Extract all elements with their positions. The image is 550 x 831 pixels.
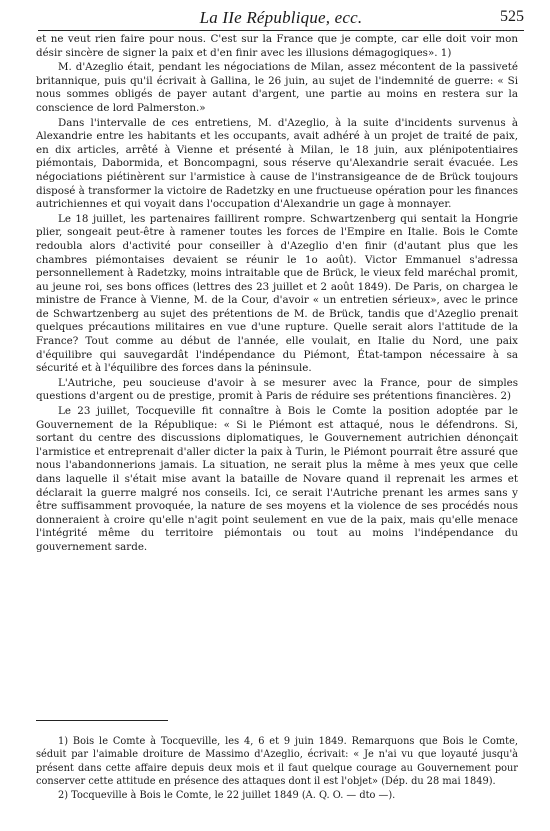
footnotes [36,735,518,802]
paragraph: Le 23 juillet, Tocqueville fit connaître à Bois le Comte la position adoptée par le Gouvernement de la République: « Si le Piémont est attaqué, nous le défendrons. Si, sortant du centre des discussions diplomatiques, le Gouvernement autrichien dénonçait l'armistice et entreprenait d'aller dicter la paix à Turin, le Piémont pourrait être assuré que nous l'abandonnerions jamais. La situation, ne serait plus la même à mes yeux que celle dans laquelle il s'était mise avant la bataille de Novare quand il reprenait les armes et déclarait la guerre malgré nos conseils. Ici, ce serait l'Autriche prenant les armes sans y être suffisamment provoquée, la nature de ses moyens et la violence de ses procédés nous donneraient à croire qu'elle n'agit point seulement en vue de la paix, mais qu'elle menace l'intégrité même du territoire piémontais ou tout au moins l'indépendance du gouvernement sarde. [36,405,518,553]
paragraph: L'Autriche, peu soucieuse d'avoir à se mesurer avec la France, pour de simples questions d'argent ou de prestige, promit à Paris de réduire ses prétentions financières. 2) [36,376,518,403]
footnote: 1) Bois le Comte à Tocqueville, les 4, 6 et 9 juin 1849. Remarquons que Bois le Comte, séduit par l'aimable droiture de Massimo d'Azeglio, écrivait: « Je n'ai vu que loyauté jusqu'à présent dans cette affaire depuis deux mois et il faut quelque courage au Gouvernement pour conserver cette attitude en présence des attaques dont il est l'objet» (Dép. du 28 mai 1849). [36,736,518,788]
header-rule [38,30,524,31]
page-number: 525 [500,8,524,25]
paragraph: M. d'Azeglio était, pendant les négociations de Milan, assez mécontent de la passiveté britannique, puis qu'il écrivait à Gallina, le 26 juin, au sujet de l'indemnité de guerre: « Si nous sommes obligés de payer autant d'argent, une partie au moins en restera sur la conscience de lord Palmerston.» [36,61,518,114]
paragraph: Dans l'intervalle de ces entretiens, M. d'Azeglio, à la suite d'incidents survenus à Alexandrie entre les habitants et les occupants, avait adhéré à un projet de traité de paix, en dix articles, arrêté à Vienne et présenté à Milan, le 18 juin, aux plénipotentiaires piémontais, Dabormida, et Boncompagni, sous réserve qu'Alexandrie serait évacuée. Les négociations piétinèrent sur l'armistice à cause de l'instransigeance de de Brück toujours disposé à transformer la victoire de Radetzky en une fructueuse opération pour les finances autrichiennes et qui voyait dans l'occupation d'Alexandrie un gage à monnayer. [36,116,518,211]
paragraph: Le 18 juillet, les partenaires faillirent rompre. Schwartzenberg qui sentait la Hongrie plier, songeait peut-être à ramener toutes les forces de l'Empire en Italie. Bois le Comte redoubla alors d'activité pour conseiller à d'Azeglio d'en finir (d'autant plus que les chambres piémontaises devaient se réunir le 1o août). Victor Emmanuel s'adressa personnellement à Radetzky, moins intraitable que de Brück, le vieux feld maréchal promit, au jeune roi, ses bons offices (lettres des 23 juillet et 2 août 1849). De Paris, on chargea le ministre de France à Vienne, M. de la Cour, d'avoir « un entretien sérieux», avec le prince de Schwartzenberg au sujet des prétentions de M. de Brück, tandis que d'Azeglio prenait quelques précautions militaires en vue d'une rupture. Quelle serait alors l'attitude de la France? Tout comme au début de l'année, elle voulait, en Italie du Nord, une paix d'équilibre qui sauvegardât l'indépendance du Piémont, État-tampon nécessaire à sa sécurité et à l'équilibre des forces dans la péninsule. [36,212,518,375]
running-header [38,6,524,30]
running-title: La IIe République, ecc. [199,8,363,27]
footnote: 2) Tocqueville à Bois le Comte, le 22 juillet 1849 (A. Q. O. — dto —). [58,789,396,801]
body-text [36,33,518,555]
paragraph-continued: et ne veut rien faire pour nous. C'est sur la France que je compte, car elle doit voir mon désir sincère de signer la paix et d'en finir avec les illusions démagogiques». 1) [36,33,518,59]
footnote-rule [36,720,168,721]
